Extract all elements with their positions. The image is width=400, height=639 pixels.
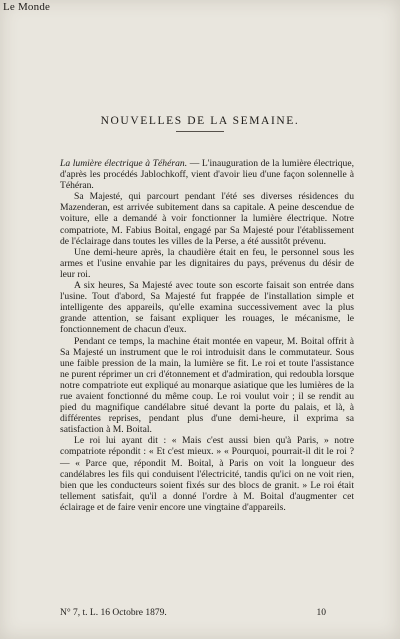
paragraph-2: Sa Majesté, qui parcourt pendant l'été ses diverses résidences du Mazenderan, est arrivée subitement dans sa capitale. A peine descendue de voiture, elle a demandé à voir fonctionner la lumière électrique. Notre compatriote, M. Fabius Boital, engagé par Sa Majesté pour l'établissement de l'éclairage dans toutes les villes de la Perse, a été aussitôt prévenu.: [60, 191, 354, 247]
paragraph-5: Pendant ce temps, la machine était montée en vapeur, M. Boital offrit à Sa Majesté un instrument que le roi introduisit dans le commutateur. Sous une faible pression de la main, la lumière se fit. Le roi et toute l'assistance ne purent réprimer un cri d'étonnement et d'admiration, qui redoubla lorsque notre compatriote eut expliqué au monarque asiatique que les lumières de la rue avaient fonctionné du même coup. Le roi voulut voir ; il se rendit au pied du magnifique candélabre situé devant la porte du palais, et là, à différentes reprises, pendant plus d'une demi-heure, il exprima sa satisfaction à M. Boital.: [60, 335, 354, 436]
lead-italic: La lumière électrique à Téhéran.: [60, 158, 188, 169]
paragraph-6: Le roi lui ayant dit : « Mais c'est aussi bien qu'à Paris, » notre compatriote répondit : « Et c'est mieux. » « Pourquoi, pourrait-il dit le roi ? — « Parce que, répondit M. Boital, à Paris on voit la longueur des candélabres les fils qui conduisent l'électricité, tandis qu'ici on ne voit rien, bien que les conducteurs soient fixés sur des blocs de granit. » Le roi était tellement satisfait, qu'il a donné l'ordre à M. Boital d'augmenter cet éclairage et de faire venir encore une vingtaine d'appareils.: [60, 435, 354, 513]
paragraph-1: [60, 158, 354, 191]
running-head: Le Monde: [3, 1, 51, 13]
page-footer: [60, 608, 354, 618]
paragraph-4: A six heures, Sa Majesté avec toute son escorte faisait son entrée dans l'usine. Tout d'abord, Sa Majesté fut frappée de l'installation simple et intelligente des appareils, qu'elle examina successivement avec la plus grande attention, se faisant expliquer les rouages, le mécanisme, le fonctionnement de chacun d'eux.: [60, 280, 354, 336]
title-rule: [176, 131, 224, 132]
issue-line: N° 7, t. L. 16 Octobre 1879.: [60, 608, 167, 618]
section-title: NOUVELLES DE LA SEMAINE.: [100, 115, 300, 127]
paragraph-1-text: — L'inauguration de la lumière électrique, d'après les procédés Jablochkoff, vient d'avoir lieu d'une façon solennelle à Téhéran.: [60, 158, 354, 192]
page-number: 10: [316, 608, 326, 618]
article-body: [60, 158, 354, 513]
paragraph-3: Une demi-heure après, la chaudière était en feu, le personnel sous les armes et l'usine envahie par les dignitaires du pays, prévenus du désir de leur roi.: [60, 246, 354, 280]
